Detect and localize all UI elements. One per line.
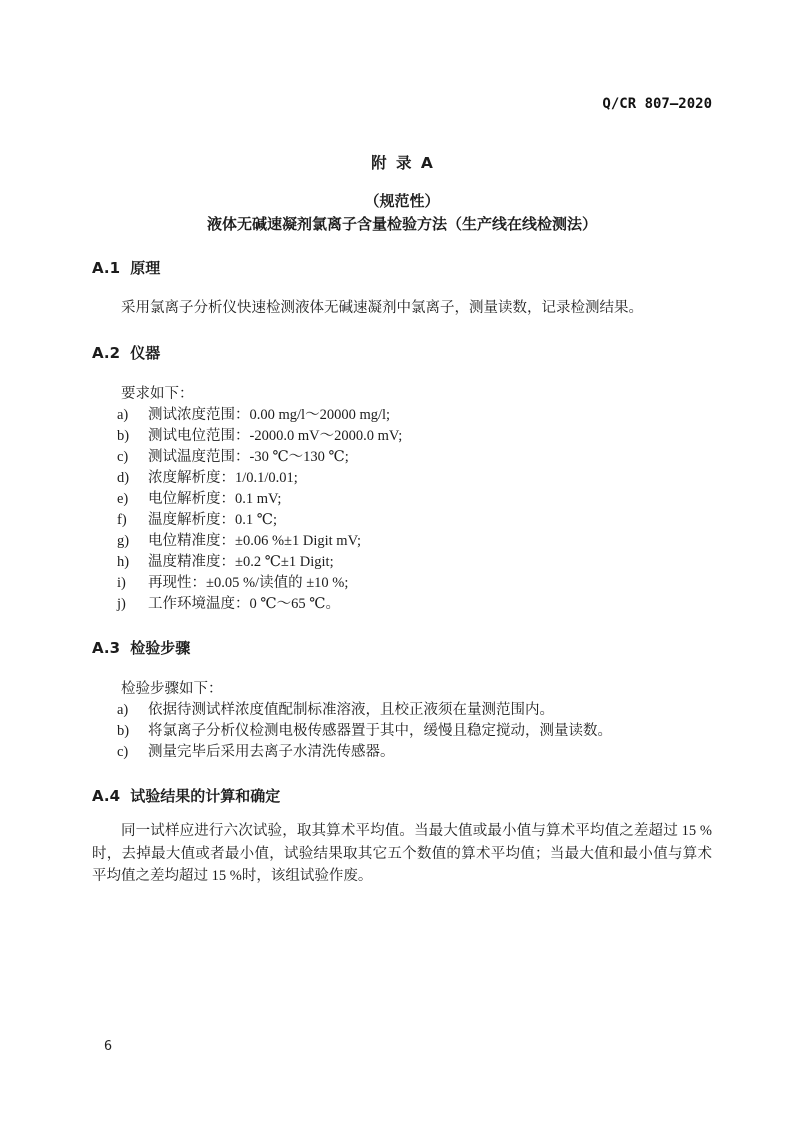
list-item xyxy=(117,405,712,426)
section-a3-lead: 检验步骤如下： xyxy=(121,681,223,697)
list-item-label: a) xyxy=(117,407,129,423)
section-a2-list xyxy=(92,405,712,615)
section-a4-paragraph: 同一试样应进行六次试验，取其算术平均值。当最大值或最小值与算术平均值之差超过 15 %时，去掉最大值或者最小值，试验结果取其它五个数值的算术平均值；当最大值和最小值与算术平均值之差均超过 15 %时，该组试验作废。 xyxy=(92,823,712,884)
list-item-label: e) xyxy=(117,491,129,507)
list-item xyxy=(117,552,712,573)
list-item xyxy=(117,531,712,552)
list-item xyxy=(117,700,712,721)
list-item-text: 测试温度范围：-30 ℃～130 ℃; xyxy=(148,449,349,465)
list-item-label: b) xyxy=(117,723,130,739)
list-item xyxy=(117,742,712,763)
section-heading-a1: A.1 原理 xyxy=(92,259,161,277)
list-item xyxy=(117,573,712,594)
list-item xyxy=(117,468,712,489)
list-item-label: i) xyxy=(117,575,126,591)
list-item-label: a) xyxy=(117,702,129,718)
section-heading-a4: A.4 试验结果的计算和确定 xyxy=(92,787,281,805)
list-item-label: c) xyxy=(117,449,129,465)
list-item-text: 温度解析度：0.1 ℃; xyxy=(148,512,277,528)
section-a2-lead: 要求如下： xyxy=(121,386,194,402)
list-item-text: 电位精准度：±0.06 %±1 Digit mV; xyxy=(148,533,362,549)
list-item xyxy=(117,426,712,447)
list-item-label: h) xyxy=(117,554,130,570)
list-item-text: 将氯离子分析仪检测电极传感器置于其中，缓慢且稳定搅动，测量读数。 xyxy=(148,723,612,739)
list-item-text: 浓度解析度：1/0.1/0.01; xyxy=(148,470,298,486)
list-item xyxy=(117,447,712,468)
list-item-text: 工作环境温度：0 ℃～65 ℃。 xyxy=(148,596,340,612)
section-a1-paragraph: 采用氯离子分析仪快速检测液体无碱速凝剂中氯离子，测量读数，记录检测结果。 xyxy=(121,300,643,316)
list-item-label: d) xyxy=(117,470,130,486)
doc-number: Q/CR 807—2020 xyxy=(602,96,712,112)
list-item-label: c) xyxy=(117,744,129,760)
list-item-label: g) xyxy=(117,533,130,549)
list-item xyxy=(117,510,712,531)
list-item-label: j) xyxy=(117,596,126,612)
section-heading-a3: A.3 检验步骤 xyxy=(92,639,191,657)
list-item-label: f) xyxy=(117,512,127,528)
list-item-text: 测试浓度范围：0.00 mg/l～20000 mg/l; xyxy=(148,407,391,423)
list-item xyxy=(117,721,712,742)
list-item xyxy=(117,489,712,510)
page-number: 6 xyxy=(104,1038,113,1054)
list-item-label: b) xyxy=(117,428,130,444)
appendix-subject-title: 液体无碱速凝剂氯离子含量检验方法（生产线在线检测法） xyxy=(206,215,597,233)
section-a3-list xyxy=(92,700,712,763)
list-item xyxy=(117,594,712,615)
list-item-text: 再现性：±0.05 %/读值的 ±10 %; xyxy=(148,575,349,591)
appendix-normative-label: （规范性） xyxy=(364,192,440,210)
section-heading-a2: A.2 仪器 xyxy=(92,344,161,362)
list-item-text: 温度精准度：±0.2 ℃±1 Digit; xyxy=(148,554,334,570)
list-item-text: 测量完毕后采用去离子水清洗传感器。 xyxy=(148,744,395,760)
list-item-text: 电位解析度：0.1 mV; xyxy=(148,491,282,507)
list-item-text: 依据待测试样浓度值配制标准溶液，且校正液须在量测范围内。 xyxy=(148,702,554,718)
list-item-text: 测试电位范围：-2000.0 mV～2000.0 mV; xyxy=(148,428,403,444)
appendix-title: 附 录 A xyxy=(371,154,433,172)
